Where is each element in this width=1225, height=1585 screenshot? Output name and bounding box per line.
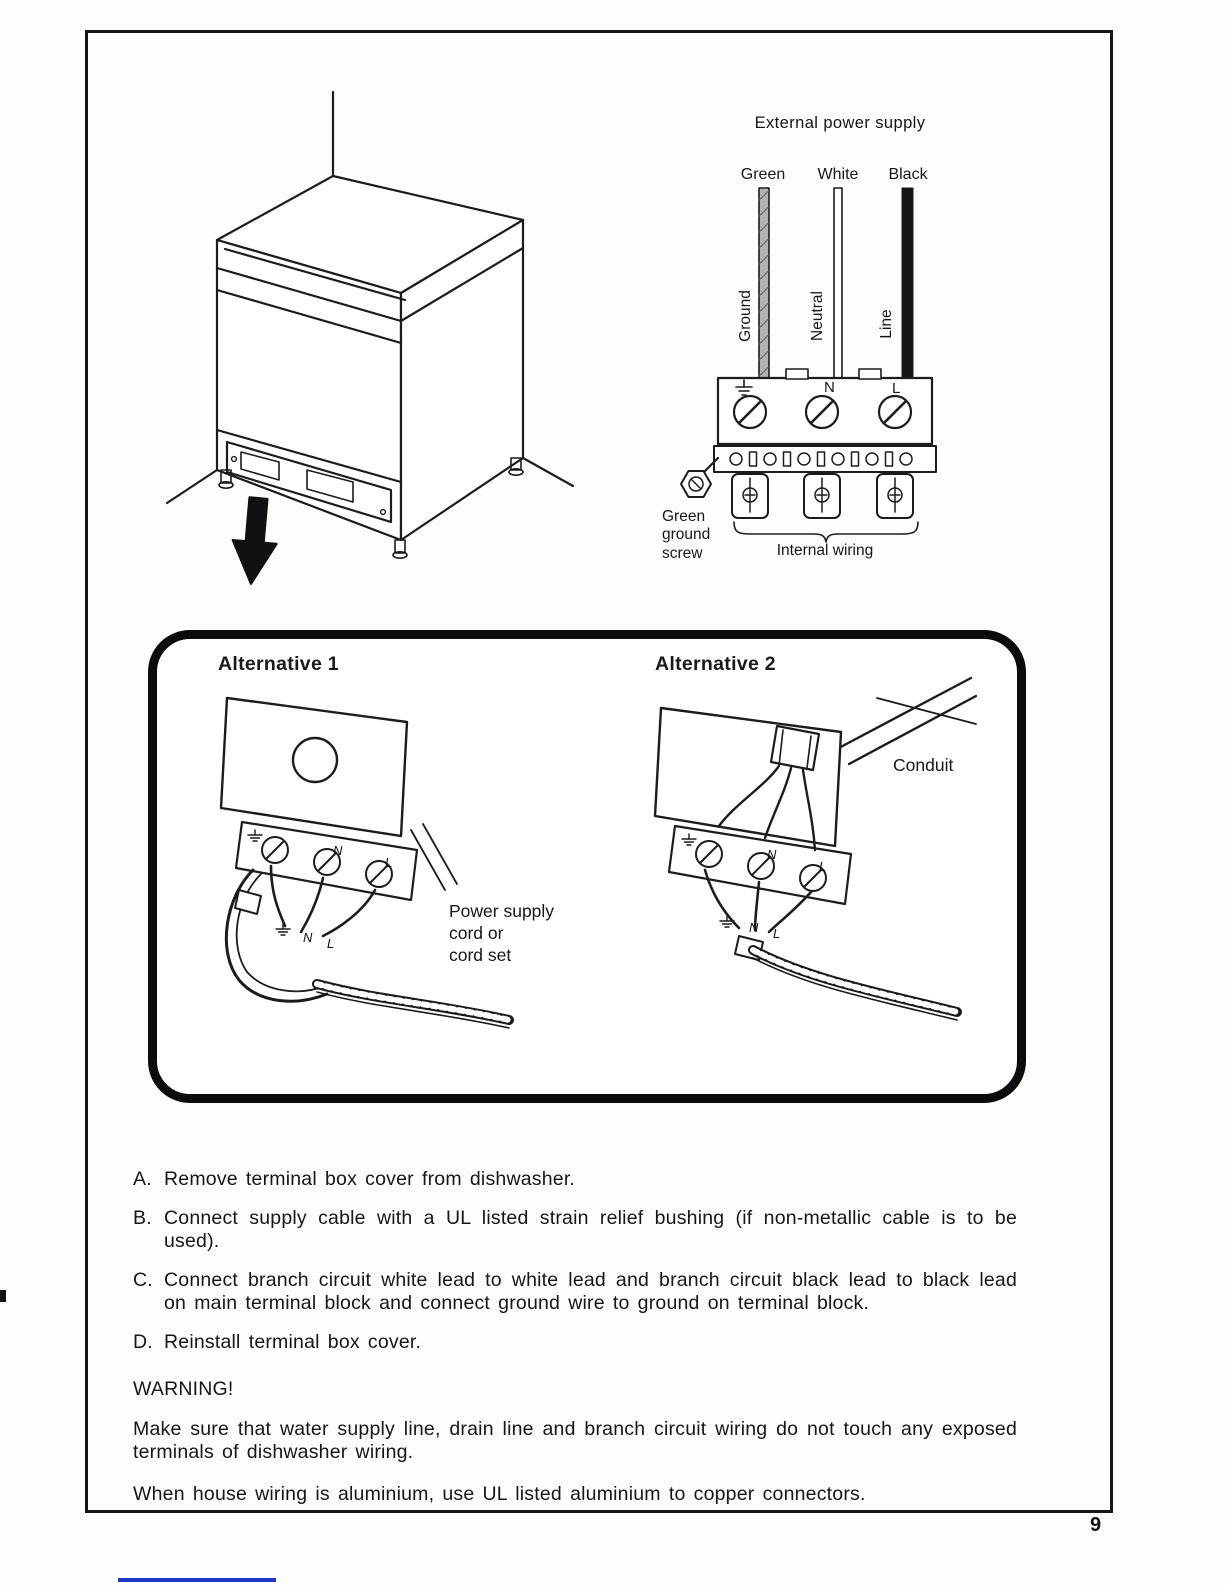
wire-neutral xyxy=(301,878,323,932)
alternative-1-title: Alternative 1 xyxy=(218,653,339,675)
warning-paragraph-1: Make sure that water supply line, drain line and branch circuit wiring do not touch any exposed terminals of dishwasher wiring. xyxy=(133,1417,1017,1463)
wire-label-green: Green xyxy=(740,166,786,183)
cable-band-hatch xyxy=(317,984,509,1020)
instruction-item-a xyxy=(133,1168,1017,1192)
instruction-text: Reinstall terminal box cover. xyxy=(164,1330,422,1353)
down-arrow-icon xyxy=(229,496,280,586)
dishwasher-illustration xyxy=(155,78,585,623)
instruction-item-c xyxy=(133,1269,1017,1316)
floor-line-left xyxy=(167,470,217,503)
scan-artifact-line xyxy=(118,1578,276,1582)
cord-label-n: N xyxy=(749,920,759,935)
instruction-text: Connect supply cable with a UL listed strain relief bushing (if non-metallic cable is to be used). xyxy=(164,1206,1017,1252)
block-label-l: L xyxy=(385,855,393,870)
instruction-letter: D. xyxy=(133,1330,153,1353)
internal-wiring-label: Internal wiring xyxy=(776,542,874,559)
wire-line xyxy=(323,890,375,936)
instruction-item-d xyxy=(133,1331,1017,1355)
power-cord-label xyxy=(449,901,589,967)
wall-line2 xyxy=(423,824,457,884)
instructions-section xyxy=(133,1168,1017,1524)
wire-label-neutral: Neutral xyxy=(809,291,826,341)
wire-label-white: White xyxy=(817,166,859,183)
conduit-label: Conduit xyxy=(893,755,954,775)
block-tab2 xyxy=(859,369,881,379)
instruction-letter: C. xyxy=(133,1268,153,1291)
block-label-n: N xyxy=(824,379,835,396)
conduit-line2 xyxy=(849,696,976,764)
alternatives-panel xyxy=(148,630,1026,1103)
wire-label-black: Black xyxy=(888,166,928,183)
page-number: 9 xyxy=(1090,1514,1102,1536)
block-label-n: N xyxy=(767,847,777,862)
instruction-letter: B. xyxy=(133,1206,152,1229)
warning-paragraph-2: When house wiring is aluminium, use UL listed aluminium to copper connectors. xyxy=(133,1482,866,1505)
instruction-letter: A. xyxy=(133,1168,152,1190)
warning-title: WARNING! xyxy=(133,1378,234,1400)
block-label-n: N xyxy=(333,843,343,858)
green-ground-screw-label xyxy=(662,508,710,563)
internal-plug-ground xyxy=(732,474,768,518)
cord-label-l: L xyxy=(327,936,335,951)
internal-plug-line xyxy=(877,474,913,518)
alternative-2-title: Alternative 2 xyxy=(655,653,776,675)
green-ground-screw-label-line3: screw xyxy=(662,544,703,562)
alternative-2-illustration xyxy=(627,674,977,1054)
external-power-supply-title: External power supply xyxy=(754,114,926,132)
white-wire xyxy=(834,188,842,380)
internal-wiring-brace xyxy=(734,522,918,542)
wire-label-ground: Ground xyxy=(737,290,754,342)
block-tab1 xyxy=(786,369,808,379)
instruction-item-b xyxy=(133,1207,1017,1254)
cord-label-n: N xyxy=(303,930,313,945)
scan-artifact-mark xyxy=(0,1290,6,1302)
instruction-text: Connect branch circuit white lead to white lead and branch circuit black lead to black lead on main terminal block and connect ground wire to ground on terminal block. xyxy=(164,1268,1017,1314)
block-label-l: L xyxy=(819,859,827,874)
internal-plug-neutral xyxy=(804,474,840,518)
external-power-supply-figure xyxy=(640,112,1090,592)
alternative-1-illustration xyxy=(187,684,517,1054)
wire-label-line: Line xyxy=(878,309,895,339)
conduit-connector xyxy=(771,726,819,770)
strain-relief-clamp xyxy=(235,890,261,914)
power-cord-label-line1: Power supply xyxy=(449,901,555,921)
block-label-l: L xyxy=(892,380,901,397)
instruction-text: Remove terminal box cover from dishwasher. xyxy=(164,1168,576,1190)
ground-symbol-icon xyxy=(276,924,290,935)
black-wire xyxy=(902,188,913,380)
cord-label-l: L xyxy=(773,926,781,941)
green-ground-screw-label-line1: Green xyxy=(662,508,706,525)
power-cord-label-line2: cord or xyxy=(449,922,504,943)
ground-symbol-icon xyxy=(720,916,734,927)
conduit-line1 xyxy=(835,678,971,750)
floor-line-right xyxy=(523,458,573,486)
power-cord-label-line3: cord set xyxy=(449,944,512,965)
panel-knockout-hole xyxy=(293,738,337,782)
green-ground-screw-label-line2: ground xyxy=(662,526,711,544)
